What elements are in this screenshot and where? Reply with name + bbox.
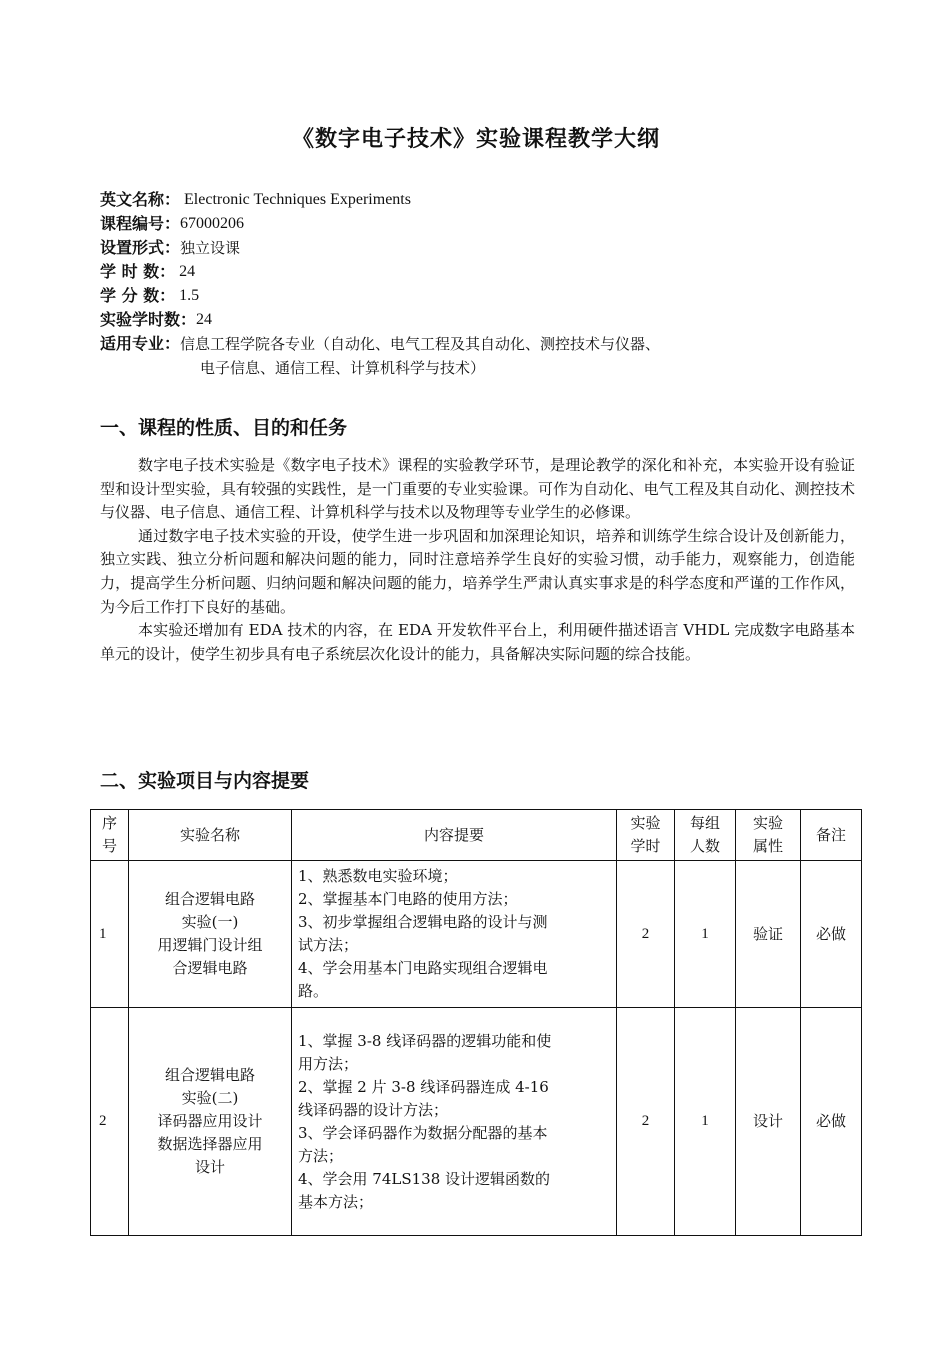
content-line: 方法；: [298, 1146, 344, 1165]
majors-line-2: 电子信息、通信工程、计算机科学与技术）: [200, 359, 486, 377]
credits-label: 学 分 数：: [100, 286, 176, 305]
meta-format: [100, 236, 860, 260]
row-hours: 2: [617, 1008, 675, 1236]
format-label: 设置形式：: [100, 238, 181, 257]
hours-label: 学 时 数：: [100, 262, 176, 281]
content-line: 3、初步掌握组合逻辑电路的设计与测: [298, 913, 548, 931]
row-experiment-name: [129, 861, 292, 1008]
experiment-name-line: 译码器应用设计: [157, 1112, 263, 1130]
meta-credits: [100, 284, 860, 308]
lab-hours-value: 24: [196, 311, 213, 328]
meta-majors: [100, 332, 860, 356]
row-hours: 2: [617, 861, 675, 1008]
section-1-heading: 一、课程的性质、目的和任务: [100, 417, 348, 439]
header-group-size: [675, 810, 736, 861]
hours-value: 24: [179, 263, 196, 280]
header-group-line: 人数: [689, 837, 720, 855]
header-index: [91, 810, 129, 861]
table-row: [91, 1008, 862, 1236]
table-header-row: [91, 810, 862, 861]
header-content: 内容提要: [292, 810, 617, 861]
header-index-line: 号: [101, 837, 117, 855]
english-name-label: 英文名称：: [100, 190, 181, 209]
row-content-summary: [292, 861, 617, 1008]
experiment-name-line: 数据选择器应用: [157, 1135, 263, 1153]
content-line: 1、熟悉数电实验环境；: [298, 867, 458, 885]
header-type-line: 属性: [752, 837, 783, 855]
table-row: [91, 861, 862, 1008]
row-type: 设计: [736, 1008, 801, 1236]
document-title: 《数字电子技术》实验课程教学大纲: [291, 127, 660, 152]
majors-line-1: 信息工程学院各专业（自动化、电气工程及其自动化、测控技术与仪器、: [180, 335, 661, 353]
experiment-name-line: 实验(一): [181, 913, 239, 931]
content-line: 4、学会用基本门电路实现组合逻辑电: [298, 959, 548, 977]
format-value: 独立设课: [180, 239, 241, 257]
meta-hours: [100, 260, 860, 284]
header-hours-line: 实验: [630, 814, 661, 832]
course-code-label: 课程编号：: [100, 214, 181, 233]
header-hours: [617, 810, 675, 861]
content-line: 用方法；: [298, 1054, 359, 1073]
content-line: 1、掌握 3-8 线译码器的逻辑功能和使: [298, 1031, 552, 1050]
experiment-name-line: 用逻辑门设计组: [157, 936, 263, 954]
row-group-size: 1: [675, 1008, 736, 1236]
row-note: 必做: [801, 1008, 862, 1236]
row-experiment-name: [129, 1008, 292, 1236]
experiment-name-line: 组合逻辑电路: [164, 890, 255, 908]
content-line: 2、掌握 2 片 3-8 线译码器连成 4-16: [298, 1077, 549, 1096]
experiment-name-line: 设计: [194, 1158, 225, 1176]
content-line: 试方法；: [298, 936, 359, 954]
majors-label: 适用专业：: [100, 334, 181, 353]
experiment-table: [90, 809, 862, 1236]
header-type-line: 实验: [752, 814, 783, 832]
section-1-paragraph: 数字电子技术实验是《数字电子技术》课程的实验教学环节，是理论教学的深化和补充，本实验开设有验证型和设计型实验，具有较强的实践性，是一门重要的专业实验课。可作为自动化、电气工程及其自动化、测控技术与仪器、电子信息、通信工程、计算机科学与技术以及物理等专业学生的必修课。: [100, 456, 855, 522]
lab-hours-label: 实验学时数：: [100, 310, 197, 329]
meta-course-code: [100, 212, 860, 236]
header-note: 备注: [801, 810, 862, 861]
header-group-line: 每组: [689, 814, 720, 832]
content-line: 基本方法；: [298, 1192, 374, 1211]
content-line: 路。: [298, 982, 329, 1000]
header-name: 实验名称: [129, 810, 292, 861]
meta-lab-hours: [100, 308, 860, 332]
experiment-name-line: 实验(二): [181, 1089, 239, 1107]
experiment-name-line: 合逻辑电路: [172, 959, 248, 977]
content-line: 2、掌握基本门电路的使用方法；: [298, 890, 518, 908]
row-group-size: 1: [675, 861, 736, 1008]
row-type: 验证: [736, 861, 801, 1008]
section-1-paragraph: 本实验还增加有 EDA 技术的内容，在 EDA 开发软件平台上，利用硬件描述语言 VHDL 完成数字电路基本单元的设计，使学生初步具有电子系统层次化设计的能力，具备解决实际问题的综合技能。: [100, 621, 855, 663]
experiment-name-line: 组合逻辑电路: [164, 1066, 255, 1084]
english-name-value: Electronic Techniques Experiments: [184, 191, 411, 208]
course-code-value: 67000206: [180, 215, 245, 232]
row-note: 必做: [801, 861, 862, 1008]
header-type: [736, 810, 801, 861]
header-index-line: 序: [101, 814, 117, 832]
course-meta: [100, 188, 860, 380]
credits-value: 1.5: [179, 287, 200, 304]
section-2-heading: 二、实验项目与内容提要: [100, 770, 310, 792]
row-index: 1: [91, 861, 129, 1008]
row-content-summary: [292, 1008, 617, 1236]
content-line: 3、学会译码器作为数据分配器的基本: [298, 1123, 548, 1142]
section-1-body: [100, 454, 855, 666]
row-index: 2: [91, 1008, 129, 1236]
content-line: 4、学会用 74LS138 设计逻辑函数的: [298, 1169, 551, 1188]
section-1-paragraph: 通过数字电子技术实验的开设，使学生进一步巩固和加深理论知识，培养和训练学生综合设计及创新能力，独立实践、独立分析问题和解决问题的能力，同时注意培养学生良好的实验习惯，动手能力，观察能力，创造能力，提高学生分析问题、归纳问题和解决问题的能力，培养学生严肃认真实事求是的科学态度和严谨的工作作风，为今后工作打下良好的基础。: [100, 526, 855, 616]
content-line: 线译码器的设计方法；: [298, 1100, 449, 1119]
header-hours-line: 学时: [630, 837, 661, 855]
meta-english-name: [100, 188, 860, 212]
